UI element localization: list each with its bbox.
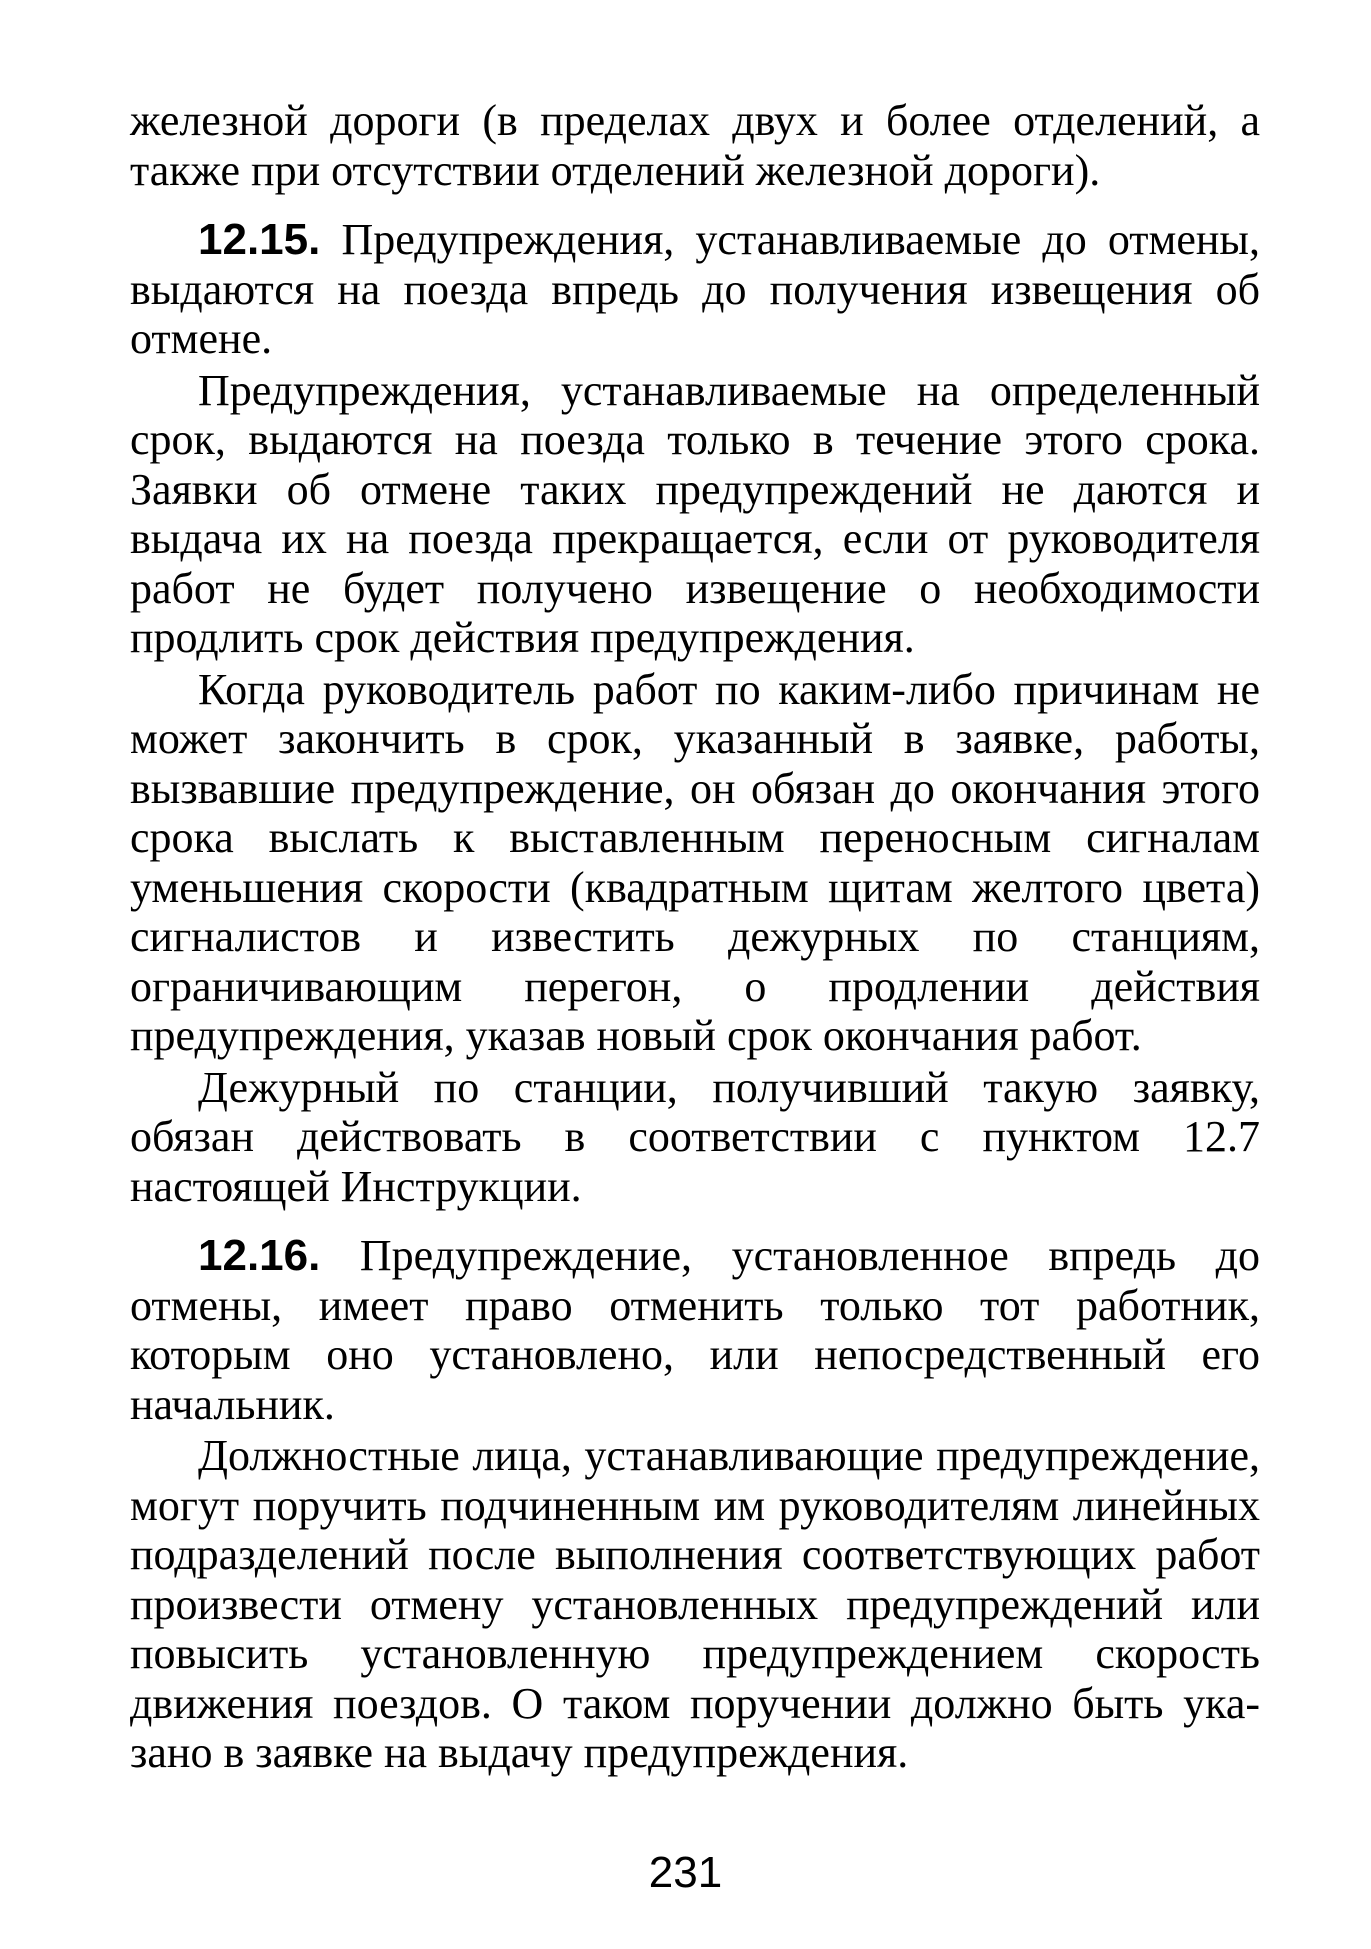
paragraph-text: Дежурный по станции, получивший такую заявку, обязан действовать в соответствии с пунктом 12.7 настоящей Инструкции.	[130, 1062, 1260, 1211]
section-12-15	[130, 215, 1260, 364]
paragraph-text: Предупреждения, устанавливаемые на определенный срок, выдаются на поезда только в течение этого срока. Заявки об отмене таких предупреждений не даются и выдача их на поезда прекращается, если от руководителя работ не будет получено извещение о необходимости продлить срок действия предупреждения.	[130, 365, 1260, 662]
paragraph-text: Когда руководитель работ по каким-либо причинам не может закончить в срок, указанный в заявке, работы, вызвавшие предупреждение, он обязан до окончания этого срока выслать к выставленным переносным сигналам уменьшения скорости (квадратным щитам желтого цвета) сигналистов и известить дежурных по станциям, ограничивающим перегон, о продлении действия предупреждения, указав новый срок окончания работ.	[130, 664, 1260, 1060]
paragraph	[130, 1063, 1260, 1212]
document-page	[130, 96, 1260, 1778]
paragraph-text: железной дороги (в пределах двух и более отделений, а также при отсутствии отделений железной дороги).	[130, 96, 1260, 195]
paragraph-text: Предупреждение, установленное впредь до отмены, имеет право отменить только тот работник, которым оно установлено, или непосредственный его начальник.	[130, 1231, 1260, 1429]
paragraph-text: Предупреждения, устанавливаемые до отмены, выдаются на поезда впредь до получения извещения об отмене.	[130, 215, 1260, 363]
paragraph-continuation	[130, 96, 1260, 195]
paragraph-text: Должностные лица, устанавливающие предупреждение, могут поручить подчиненным им руководителям линейных подразделений после выполнения соответствующих работ произвести отмену установленных предупреждений или повысить установленную предупреждением скорость движения поездов. О таком поручении должно быть указано в заявке на выдачу предупреждения.	[130, 1431, 1260, 1777]
section-12-16	[130, 1231, 1260, 1429]
page-number: 231	[648, 1848, 723, 1897]
section-number: 12.15.	[198, 215, 321, 264]
paragraph	[130, 665, 1260, 1061]
paragraph	[130, 1431, 1260, 1778]
paragraph	[130, 366, 1260, 663]
section-number: 12.16.	[198, 1231, 321, 1280]
